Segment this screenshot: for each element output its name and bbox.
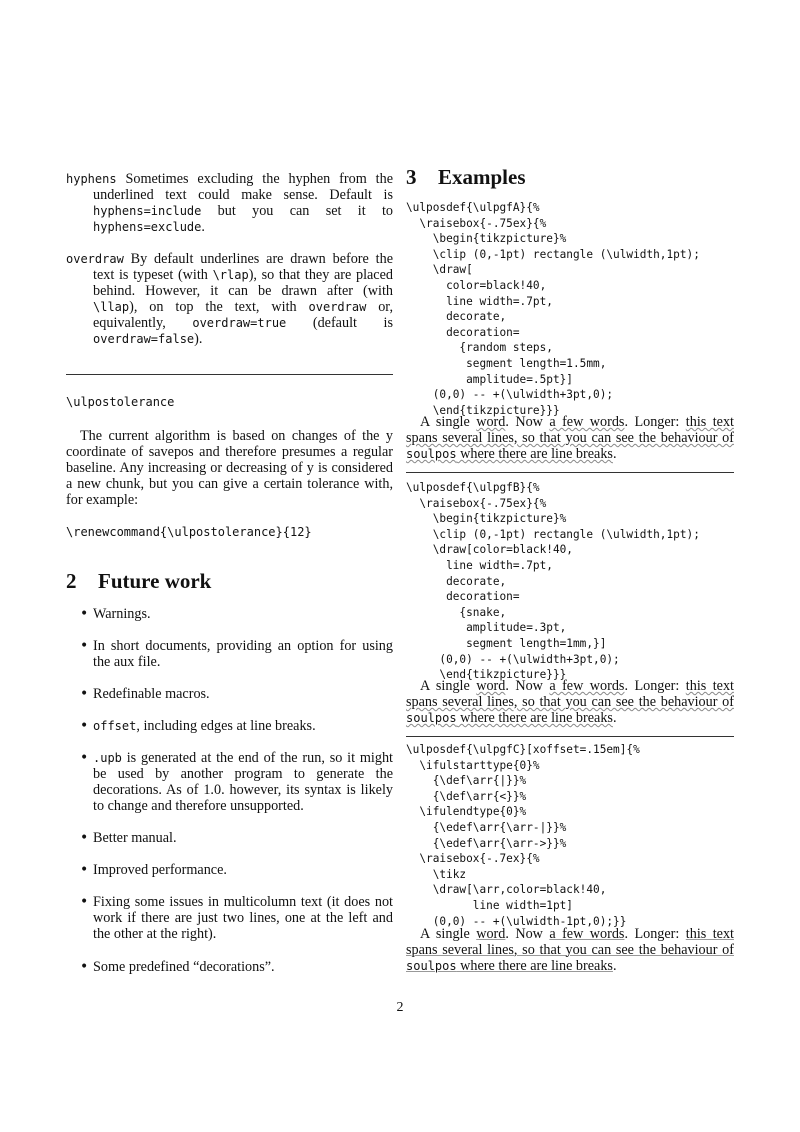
code-block-ulpgfB: \ulposdef{\ulpgfB}{% \raisebox{-.75ex}{% \begin{tikzpicture}% \clip (0,-1pt) rectangle (\ulwidth,1pt); \draw[color=black!40, line width=.7pt, decorate, decoration= {snake, amplitude=.3pt, segment length=1mm,}] (0,0) -- +(\ulwidth+3pt,0); \end{tikzpicture}}} bbox=[406, 481, 700, 682]
option-key: overdraw bbox=[66, 252, 124, 266]
example-output-C: A single word. Now a few words. Longer: this text spans several lines, so that you can see the behaviour of soulpos where there are line breaks. bbox=[406, 926, 734, 974]
section-heading-examples: 3 Examples bbox=[406, 165, 526, 189]
list-item: • offset, including edges at line breaks. bbox=[80, 718, 316, 734]
list-item: • Improved performance. bbox=[80, 862, 227, 878]
example-output-A: A single word. Now a few words. Longer: this text spans several lines, so that you can see the behaviour of soulpos where there are line breaks. bbox=[406, 414, 734, 462]
page-number: 2 bbox=[396, 1000, 404, 1015]
code-block-ulpgfC: \ulposdef{\ulpgfC}[xoffset=.15em]{% \ifulstarttype{0}% {\def\arr{|}}% {\def\arr{<}}% \ifulendtype{0}% {\edef\arr{\arr-|}}% {\edef\arr{\arr->}}% \raisebox{-.7ex}{% \tikz \draw[\arr,color=black!40, line width=1pt] (0,0) -- +(\ulwidth-1pt,0);}} bbox=[406, 743, 640, 928]
list-item: • Redefinable macros. bbox=[80, 686, 210, 702]
list-item: • Warnings. bbox=[80, 606, 151, 622]
list-item: • Fixing some issues in multicolumn text (it does not work if there are just two lines, one at the left and the other at the right). bbox=[80, 894, 393, 942]
section-heading-future-work: 2 Future work bbox=[66, 569, 212, 593]
tolerance-paragraph: The current algorithm is based on changes of the y coordinate of savepos and therefore presumes a regular baseline. Any increasing or decreasing of y is considered a new chunk, but you can give a certain tolerance with, for example: bbox=[66, 428, 393, 508]
list-item: • Some predefined “decorations”. bbox=[80, 959, 275, 975]
divider bbox=[406, 472, 734, 473]
divider bbox=[406, 736, 734, 737]
renewcommand-example: \renewcommand{\ulpostolerance}{12} bbox=[66, 525, 312, 539]
option-hyphens: hyphens Sometimes excluding the hyphen from the underlined text could make sense. Default is hyphens=include but you can set it to hyphens=exclude. bbox=[66, 171, 393, 235]
tolerance-command: \ulpostolerance bbox=[66, 395, 175, 409]
option-overdraw: overdraw By default underlines are drawn before the text is typeset (with \rlap), so that they are placed behind. However, it can be drawn after (with \llap), on top the text, with overdraw or, equivalently, overdraw=true (default is overdraw=false). bbox=[66, 251, 394, 347]
list-item: • In short documents, providing an option for using the aux file. bbox=[80, 638, 393, 670]
list-item: • .upb is generated at the end of the run, so it might be used by another program to generate the decorations. As of 1.0. however, its syntax is likely to change and therefore unsupported. bbox=[80, 750, 393, 814]
code-block-ulpgfA: \ulposdef{\ulpgfA}{% \raisebox{-.75ex}{% \begin{tikzpicture}% \clip (0,-1pt) rectangle (\ulwidth,1pt); \draw[ color=black!40, line width=.7pt, decorate, decoration= {random steps, segment length=1.5mm, amplitude=.5pt}] (0,0) -- +(\ulwidth+3pt,0); \end{tikzpicture}}} bbox=[406, 201, 700, 417]
list-item: • Better manual. bbox=[80, 830, 177, 846]
example-output-B: A single word. Now a few words. Longer: this text spans several lines, so that you can see the behaviour of soulpos where there are line breaks. bbox=[406, 678, 734, 726]
option-key: hyphens bbox=[66, 172, 117, 186]
divider bbox=[66, 374, 393, 375]
